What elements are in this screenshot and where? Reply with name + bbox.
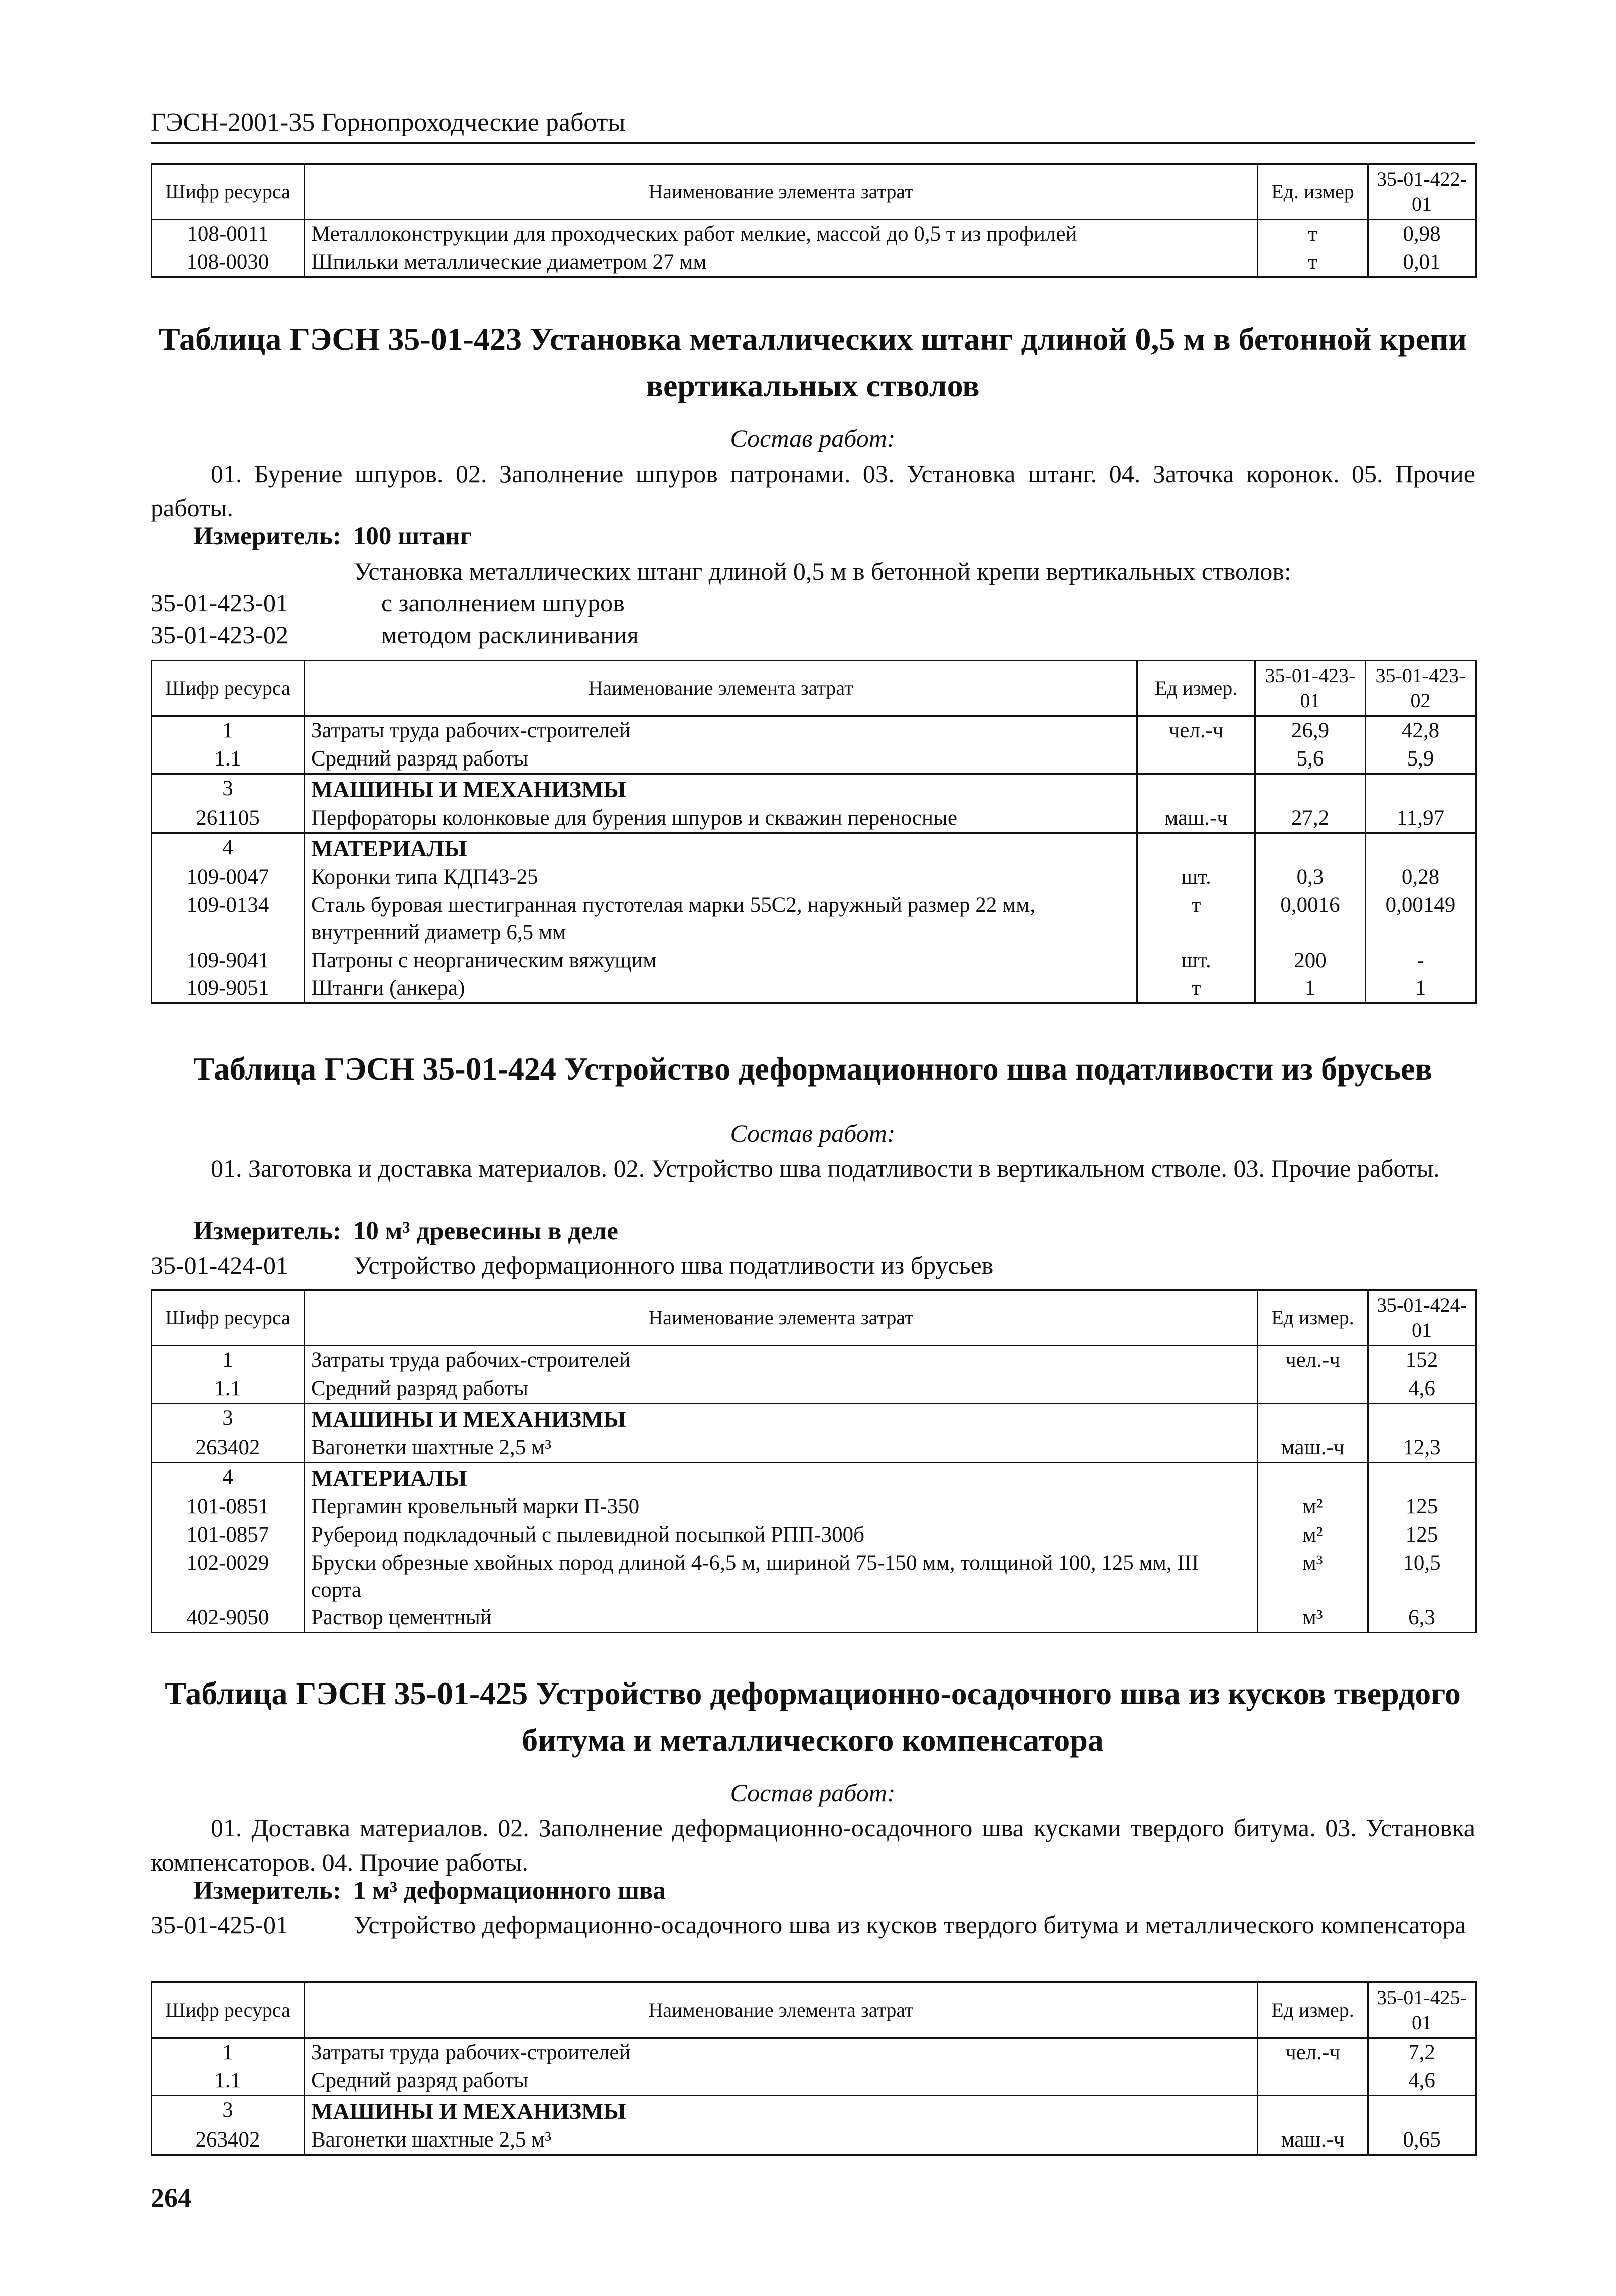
table-cell: 109-0134 xyxy=(152,891,305,947)
table-cell: 26,9 xyxy=(1255,716,1366,745)
table-row xyxy=(152,220,1476,248)
table-cell: чел.-ч xyxy=(1258,2038,1368,2067)
col-header-unit: Ед измер. xyxy=(1137,661,1255,716)
table-row xyxy=(152,1462,1476,1493)
table-cell: Средний разряд работы xyxy=(305,2067,1258,2095)
col-header-code: Шифр ресурса xyxy=(152,164,305,220)
table-row xyxy=(152,1403,1476,1434)
table-cell: 3 xyxy=(152,774,305,804)
table-cell xyxy=(1137,745,1255,774)
works-list: 01. Заготовка и доставка материалов. 02. Устройство шва податливости в вертикальном стволе. 03. Прочие работы. xyxy=(211,1154,1440,1182)
col-header-code: Шифр ресурса xyxy=(152,1290,305,1346)
table-cell: 125 xyxy=(1368,1493,1476,1521)
table-cell: 4 xyxy=(152,833,305,863)
table-35-01-423 xyxy=(151,660,1477,1004)
table-row xyxy=(152,974,1476,1003)
table-cell: 1.1 xyxy=(152,1374,305,1403)
section-title-424: Таблица ГЭСН 35-01-424 Устройство деформационного шва податливости из брусьев xyxy=(193,1051,1433,1087)
table-row xyxy=(152,863,1476,891)
table-cell: 108-0011 xyxy=(152,220,305,248)
table-cell: 12,3 xyxy=(1368,1434,1476,1462)
table-cell: Штанги (анкера) xyxy=(305,974,1137,1003)
table-cell: м² xyxy=(1258,1493,1368,1521)
table-cell: 1 xyxy=(152,716,305,745)
table-cell: Коронки типа КДП43-25 xyxy=(305,863,1137,891)
table-cell: 1 xyxy=(1366,974,1476,1003)
table-row xyxy=(152,1493,1476,1521)
table-cell xyxy=(1255,774,1366,804)
table-cell: МАТЕРИАЛЫ xyxy=(305,1462,1258,1493)
code-line: 35-01-424-01 Устройство деформационного шва податливости из брусьев xyxy=(151,1251,994,1279)
table-cell: т xyxy=(1258,248,1368,277)
table-cell: т xyxy=(1137,891,1255,947)
col-header-norm: 35-01-425-01 xyxy=(1368,1982,1476,2038)
table-cell xyxy=(1255,833,1366,863)
col-header-name: Наименование элемента затрат xyxy=(305,1290,1258,1346)
table-row xyxy=(152,1521,1476,1549)
table-row xyxy=(152,2126,1476,2155)
table-cell xyxy=(1137,774,1255,804)
table-cell xyxy=(1258,1374,1368,1403)
table-cell xyxy=(1258,1462,1368,1493)
table-row xyxy=(152,1549,1476,1604)
sostav-label: Состав работ: xyxy=(730,1779,896,1807)
table-cell xyxy=(1258,2095,1368,2126)
table-cell: 4,6 xyxy=(1368,2067,1476,2095)
table-cell: Рубероид подкладочный с пылевидной посыпкой РПП-300б xyxy=(305,1521,1258,1549)
table-cell: 27,2 xyxy=(1255,804,1366,833)
code-line: 35-01-425-01 Устройство деформационно-осадочного шва из кусков твердого битума и металлического компенсатора xyxy=(151,1911,1466,1939)
measure-line: Измеритель: 1 м³ деформационного шва xyxy=(193,1877,666,1905)
col-header-code: Шифр ресурса xyxy=(152,1982,305,2038)
table-cell xyxy=(1258,1403,1368,1434)
table-cell: Пергамин кровельный марки П-350 xyxy=(305,1493,1258,1521)
table-cell: 0,01 xyxy=(1368,248,1476,277)
table-cell: шт. xyxy=(1137,863,1255,891)
table-cell: 10,5 xyxy=(1368,1549,1476,1604)
table-cell xyxy=(1366,774,1476,804)
table-cell: м³ xyxy=(1258,1549,1368,1604)
col-header-code: Шифр ресурса xyxy=(152,661,305,716)
table-row xyxy=(152,947,1476,975)
table-cell: Сталь буровая шестигранная пустотелая марки 55С2, наружный размер 22 мм, внутренний диаметр 6,5 мм xyxy=(305,891,1137,947)
table-cell: МАШИНЫ И МЕХАНИЗМЫ xyxy=(305,1403,1258,1434)
page-number: 264 xyxy=(151,2183,191,2213)
col-header-norm: 35-01-423-02 xyxy=(1366,661,1476,716)
table-cell: 5,6 xyxy=(1255,745,1366,774)
header-rule xyxy=(151,142,1475,144)
table-cell: 402-9050 xyxy=(152,1604,305,1632)
table-cell: 263402 xyxy=(152,2126,305,2155)
table-cell: 6,3 xyxy=(1368,1604,1476,1632)
section-title-425: Таблица ГЭСН 35-01-425 Устройство деформационно-осадочного шва из кусков твердого битума и металлического компенсатора xyxy=(165,1675,1461,1758)
table-cell: Раствор цементный xyxy=(305,1604,1258,1632)
table-cell: Средний разряд работы xyxy=(305,1374,1258,1403)
table-cell: чел.-ч xyxy=(1258,1346,1368,1374)
table-cell xyxy=(1368,1403,1476,1434)
col-header-unit: Ед измер. xyxy=(1258,1290,1368,1346)
table-cell: Перфораторы колонковые для бурения шпуров и скважин переносные xyxy=(305,804,1137,833)
table-35-01-422 xyxy=(151,163,1477,278)
table-cell: МАТЕРИАЛЫ xyxy=(305,833,1137,863)
table-cell: м² xyxy=(1258,1521,1368,1549)
table-cell: Шпильки металлические диаметром 27 мм xyxy=(305,248,1258,277)
table-row xyxy=(152,745,1476,774)
table-row xyxy=(152,2067,1476,2095)
table-cell: 102-0029 xyxy=(152,1549,305,1604)
table-cell: 152 xyxy=(1368,1346,1476,1374)
table-cell: 109-9051 xyxy=(152,974,305,1003)
table-cell: Вагонетки шахтные 2,5 м³ xyxy=(305,1434,1258,1462)
table-cell: Затраты труда рабочих-строителей xyxy=(305,716,1137,745)
table-cell: 0,3 xyxy=(1255,863,1366,891)
table-35-01-424 xyxy=(151,1289,1477,1633)
table-row xyxy=(152,1346,1476,1374)
table-cell: 0,0016 xyxy=(1255,891,1366,947)
table-cell: 0,28 xyxy=(1366,863,1476,891)
table-cell: чел.-ч xyxy=(1137,716,1255,745)
table-row xyxy=(152,1374,1476,1403)
measure-line: Измеритель: 10 м³ древесины в деле xyxy=(193,1217,618,1245)
table-cell: 109-0047 xyxy=(152,863,305,891)
table-cell: Средний разряд работы xyxy=(305,745,1137,774)
table-cell: 109-9041 xyxy=(152,947,305,975)
table-cell: Вагонетки шахтные 2,5 м³ xyxy=(305,2126,1258,2155)
col-header-norm: 35-01-423-01 xyxy=(1255,661,1366,716)
table-cell: маш.-ч xyxy=(1258,2126,1368,2155)
measure-line: Измеритель: 100 штанг xyxy=(193,522,472,550)
works-list: 01. Бурение шпуров. 02. Заполнение шпуров патронами. 03. Установка штанг. 04. Заточка коронок. 05. Прочие работы. xyxy=(151,460,1475,522)
table-row xyxy=(152,833,1476,863)
table-cell: 200 xyxy=(1255,947,1366,975)
sostav-label: Состав работ: xyxy=(730,1119,896,1147)
sostav-label: Состав работ: xyxy=(730,424,896,452)
table-cell: Металлоконструкции для проходческих работ мелкие, массой до 0,5 т из профилей xyxy=(305,220,1258,248)
table-cell: Затраты труда рабочих-строителей xyxy=(305,2038,1258,2067)
table-cell: 1 xyxy=(1255,974,1366,1003)
table-row xyxy=(152,1434,1476,1462)
table-cell: 125 xyxy=(1368,1521,1476,1549)
works-list: 01. Доставка материалов. 02. Заполнение деформационно-осадочного шва кусками твердого битума. 03. Установка компенсаторов. 04. Прочие работы. xyxy=(151,1814,1475,1876)
table-cell xyxy=(1258,2067,1368,2095)
col-header-name: Наименование элемента затрат xyxy=(305,661,1137,716)
col-header-unit: Ед измер. xyxy=(1258,1982,1368,2038)
table-cell: маш.-ч xyxy=(1137,804,1255,833)
table-row xyxy=(152,804,1476,833)
table-cell: Бруски обрезные хвойных пород длиной 4-6,5 м, шириной 75-150 мм, толщиной 100, 125 мм, III сорта xyxy=(305,1549,1258,1604)
table-cell: 3 xyxy=(152,1403,305,1434)
table-cell: 0,65 xyxy=(1368,2126,1476,2155)
table-cell: 1 xyxy=(152,2038,305,2067)
table-cell: маш.-ч xyxy=(1258,1434,1368,1462)
table-cell: 7,2 xyxy=(1368,2038,1476,2067)
table-cell: 263402 xyxy=(152,1434,305,1462)
table-cell: шт. xyxy=(1137,947,1255,975)
col-header-unit: Ед. измер xyxy=(1258,164,1368,220)
col-header-name: Наименование элемента затрат xyxy=(305,1982,1258,2038)
table-cell: - xyxy=(1366,947,1476,975)
code-line: 35-01-423-01 с заполнением шпуров xyxy=(151,589,625,617)
table-cell: 3 xyxy=(152,2095,305,2126)
table-cell: 1.1 xyxy=(152,2067,305,2095)
table-cell: Патроны с неорганическим вяжущим xyxy=(305,947,1137,975)
table-row xyxy=(152,2038,1476,2067)
table-cell: 101-0857 xyxy=(152,1521,305,1549)
col-header-norm: 35-01-422-01 xyxy=(1368,164,1476,220)
table-cell: Затраты труда рабочих-строителей xyxy=(305,1346,1258,1374)
table-cell: 0,00149 xyxy=(1366,891,1476,947)
table-cell: 1.1 xyxy=(152,745,305,774)
table-cell: 5,9 xyxy=(1366,745,1476,774)
table-row xyxy=(152,774,1476,804)
table-row xyxy=(152,891,1476,947)
table-row xyxy=(152,1604,1476,1632)
code-line: 35-01-423-02 методом расклинивания xyxy=(151,621,639,649)
table-cell: 1 xyxy=(152,1346,305,1374)
table-cell: т xyxy=(1258,220,1368,248)
table-cell: МАШИНЫ И МЕХАНИЗМЫ xyxy=(305,2095,1258,2126)
table-cell: 4 xyxy=(152,1462,305,1493)
col-header-norm: 35-01-424-01 xyxy=(1368,1290,1476,1346)
table-row xyxy=(152,2095,1476,2126)
table-cell: 101-0851 xyxy=(152,1493,305,1521)
table-cell xyxy=(1366,833,1476,863)
table-cell: 4,6 xyxy=(1368,1374,1476,1403)
col-header-name: Наименование элемента затрат xyxy=(305,164,1258,220)
table-35-01-425 xyxy=(151,1981,1477,2156)
table-cell: 42,8 xyxy=(1366,716,1476,745)
code-description: Установка металлических штанг длиной 0,5 м в бетонной крепи вертикальных стволов: xyxy=(354,557,1291,585)
table-cell: м³ xyxy=(1258,1604,1368,1632)
table-cell: МАШИНЫ И МЕХАНИЗМЫ xyxy=(305,774,1137,804)
table-cell: 11,97 xyxy=(1366,804,1476,833)
table-cell xyxy=(1368,1462,1476,1493)
table-cell xyxy=(1368,2095,1476,2126)
table-row xyxy=(152,716,1476,745)
table-row xyxy=(152,248,1476,277)
table-cell: т xyxy=(1137,974,1255,1003)
table-cell: 261105 xyxy=(152,804,305,833)
table-cell xyxy=(1137,833,1255,863)
table-cell: 0,98 xyxy=(1368,220,1476,248)
running-header: ГЭСН-2001-35 Горнопроходческие работы xyxy=(151,108,626,137)
section-title-423: Таблица ГЭСН 35-01-423 Установка металлических штанг длиной 0,5 м в бетонной крепи вертикальных стволов xyxy=(159,321,1467,403)
table-cell: 108-0030 xyxy=(152,248,305,277)
